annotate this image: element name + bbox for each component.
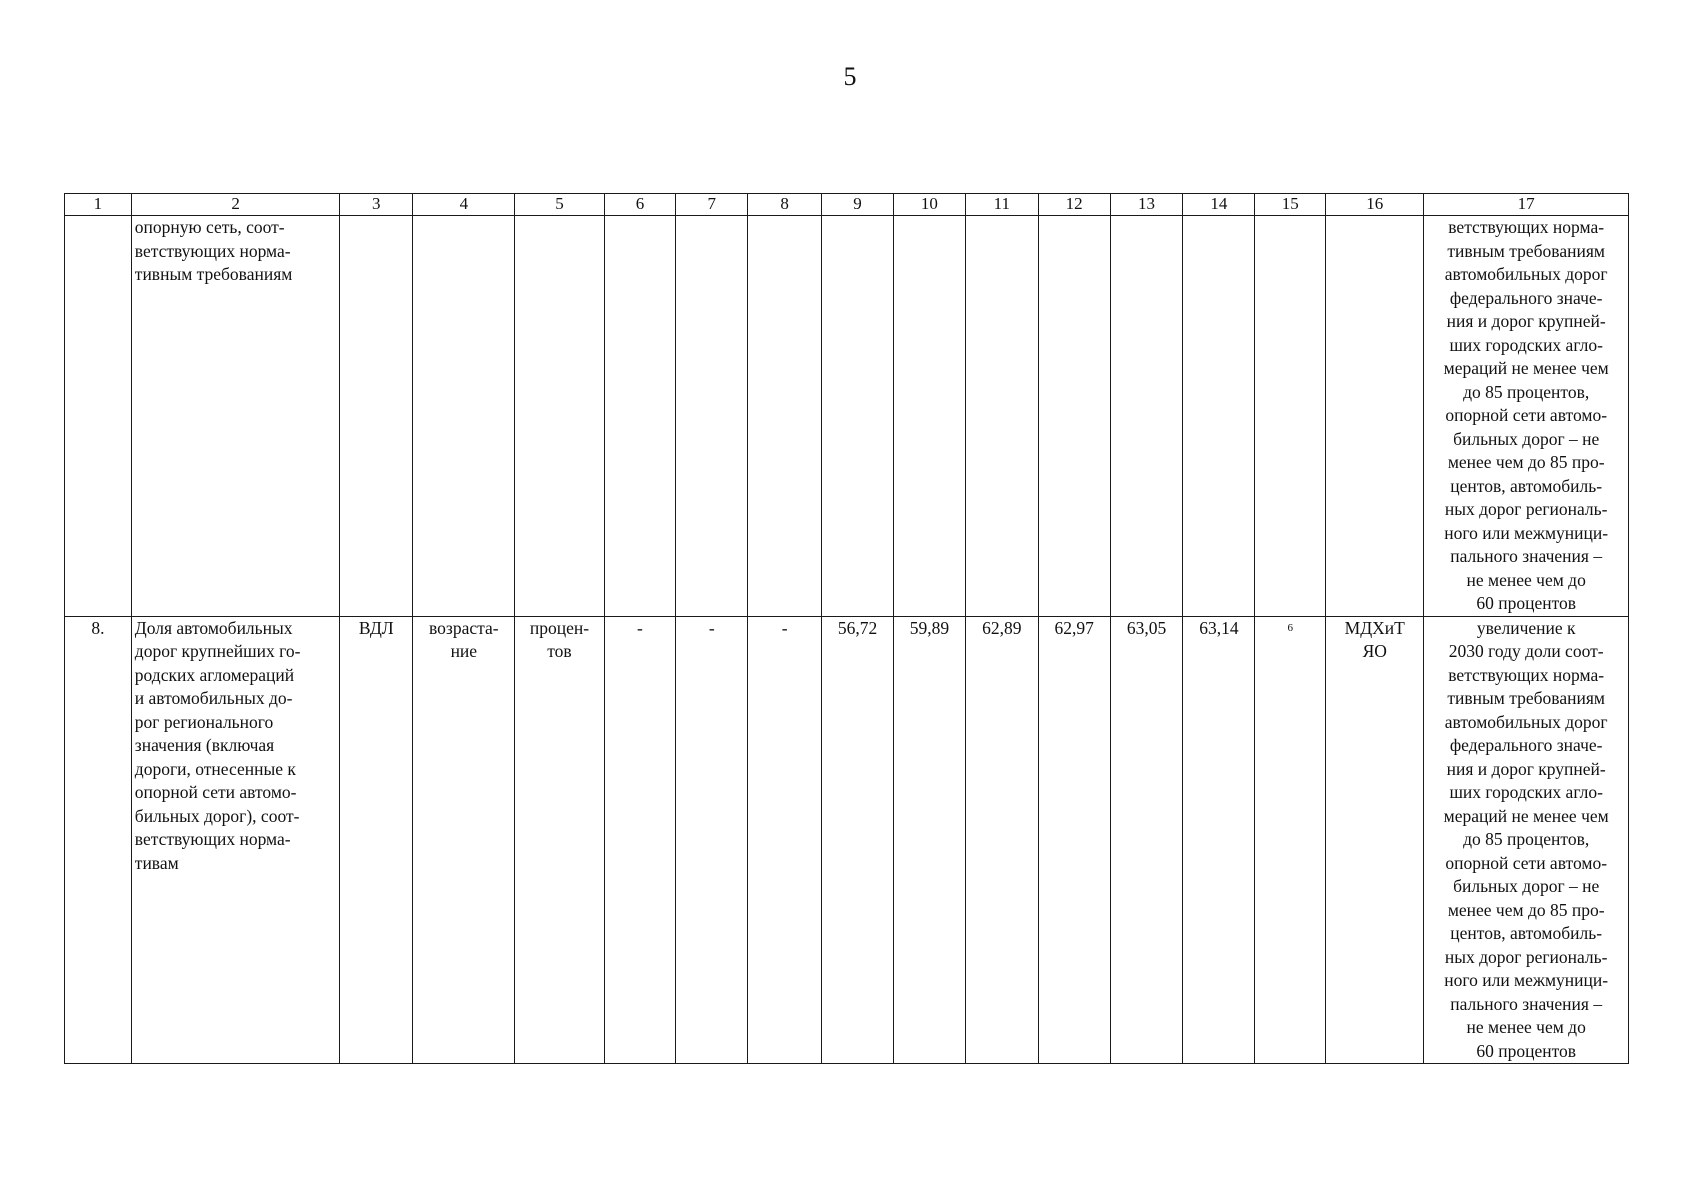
text-line: до 85 процентов, [1463, 829, 1590, 849]
header-cell: 1 [65, 194, 132, 216]
text-line: ветствующих норма- [1448, 217, 1605, 237]
text-line: увеличение к [1476, 617, 1576, 638]
indicator-level-cell: ВДЛ [340, 616, 413, 1064]
row-number-cell: 8. [65, 616, 132, 1064]
cell-empty [965, 216, 1038, 617]
footnote-mark: 6 [1287, 621, 1293, 634]
header-cell: 12 [1038, 194, 1110, 216]
text-line: бильных дорог), соот- [134, 805, 300, 826]
indicators-table [64, 193, 1629, 1064]
value-cell: - [676, 616, 748, 1064]
text-line: тивным требованиям [134, 264, 293, 284]
header-cell: 13 [1110, 194, 1183, 216]
cell-empty [413, 216, 515, 617]
text-line: федерального значе- [1449, 287, 1603, 308]
header-cell: 7 [676, 194, 748, 216]
table-row-continuation [65, 216, 1629, 617]
text-line: автомобильных дорог [1444, 264, 1608, 284]
header-cell: 10 [893, 194, 965, 216]
description-cell [1424, 216, 1629, 617]
header-cell: 17 [1424, 194, 1629, 216]
indicator-name-cell [131, 216, 340, 617]
text-line: 60 процентов [1476, 593, 1577, 613]
text-line: ших городских агло- [1449, 782, 1603, 802]
header-cell: 15 [1255, 194, 1326, 216]
text-line: тивам [134, 852, 179, 873]
value-cell: - [748, 616, 822, 1064]
text-line: ния и дорог крупней- [1446, 758, 1606, 779]
cell-empty [604, 216, 676, 617]
text-line: рог регионального [134, 711, 274, 732]
value-cell: 59,89 [893, 616, 965, 1064]
text-line: 2030 году доли соот- [1448, 641, 1604, 661]
value-cell: 56,72 [822, 616, 894, 1064]
text-line: бильных дорог – не [1453, 876, 1600, 896]
text-line: автомобильных дорог [1444, 711, 1608, 732]
page-number: 5 [843, 62, 857, 91]
unit-cell [515, 616, 604, 1064]
text-line: центов, автомобиль- [1450, 475, 1603, 496]
text-line: родских агломераций [134, 664, 295, 685]
text-line: мераций не менее чем [1443, 358, 1609, 378]
text-line: Доля автомобильных [134, 617, 293, 638]
text-line: ния и дорог крупней- [1446, 311, 1606, 331]
text-line: тивным требованиям [1447, 240, 1605, 261]
cell-empty [515, 216, 604, 617]
header-cell: 5 [515, 194, 604, 216]
header-cell: 14 [1183, 194, 1255, 216]
cell-empty [1183, 216, 1255, 617]
text-line: возраста- [429, 617, 499, 638]
cell-empty [340, 216, 413, 617]
header-cell: 16 [1326, 194, 1424, 216]
text-line: не менее чем до [1466, 1017, 1586, 1037]
text-line: тивным требованиям [1447, 688, 1605, 708]
text-line: тов [547, 641, 572, 661]
cell-empty [65, 216, 132, 617]
text-line: центов, автомобиль- [1450, 923, 1603, 943]
text-line: опорной сети автомо- [134, 782, 297, 802]
header-cell: 2 [131, 194, 340, 216]
header-cell: 4 [413, 194, 515, 216]
text-line: дорог крупнейших го- [134, 641, 301, 661]
text-line: менее чем до 85 про- [1447, 452, 1605, 472]
header-cell: 11 [965, 194, 1038, 216]
header-cell: 9 [822, 194, 894, 216]
text-line: до 85 процентов, [1463, 381, 1590, 402]
header-cell: 6 [604, 194, 676, 216]
value-cell: - [604, 616, 676, 1064]
header-cell: 3 [340, 194, 413, 216]
text-line: опорной сети автомо- [1445, 852, 1608, 873]
cell-empty [1110, 216, 1183, 617]
value-cell: 62,89 [965, 616, 1038, 1064]
text-line: менее чем до 85 про- [1447, 899, 1605, 920]
text-line: федерального значе- [1449, 735, 1603, 755]
value-cell [1255, 616, 1326, 1064]
value-cell: 63,05 [1110, 616, 1183, 1064]
trend-cell [413, 616, 515, 1064]
text-line: опорной сети автомо- [1445, 405, 1608, 425]
text-line: процен- [529, 617, 590, 638]
cell-empty [676, 216, 748, 617]
text-line: ЯО [1362, 641, 1387, 661]
text-line: мераций не менее чем [1443, 805, 1609, 826]
cell-empty [1255, 216, 1326, 617]
responsible-cell [1326, 616, 1424, 1064]
text-line: ветствующих норма- [1448, 664, 1605, 685]
text-line: ного или межмуници- [1444, 970, 1609, 990]
text-line: и автомобильных до- [134, 688, 293, 708]
text-line: ного или межмуници- [1444, 522, 1609, 543]
text-line: пального значения – [1450, 993, 1603, 1014]
cell-empty [822, 216, 894, 617]
text-line: ветствующих норма- [134, 829, 291, 849]
cell-empty [748, 216, 822, 617]
text-line: пального значения – [1450, 546, 1603, 566]
value-cell: 63,14 [1183, 616, 1255, 1064]
text-line: ветствующих норма- [134, 240, 291, 261]
cell-empty [1038, 216, 1110, 617]
cell-empty [1326, 216, 1424, 617]
text-line: ние [450, 641, 478, 661]
description-cell [1424, 616, 1629, 1064]
indicator-name-cell [131, 616, 340, 1064]
table-header-row [65, 194, 1629, 216]
table-row-8 [65, 616, 1629, 1064]
header-cell: 8 [748, 194, 822, 216]
text-line: бильных дорог – не [1453, 428, 1600, 449]
text-line: не менее чем до [1466, 569, 1586, 590]
text-line: 60 процентов [1476, 1040, 1577, 1061]
text-line: ших городских агло- [1449, 334, 1603, 355]
text-line: ных дорог региональ- [1444, 499, 1608, 519]
cell-empty [893, 216, 965, 617]
text-line: ных дорог региональ- [1444, 946, 1608, 967]
text-line: опорную сеть, соот- [134, 217, 285, 237]
text-line: МДХиТ [1344, 617, 1405, 638]
value-cell: 62,97 [1038, 616, 1110, 1064]
text-line: дороги, отнесенные к [134, 758, 296, 779]
text-line: значения (включая [134, 735, 275, 755]
